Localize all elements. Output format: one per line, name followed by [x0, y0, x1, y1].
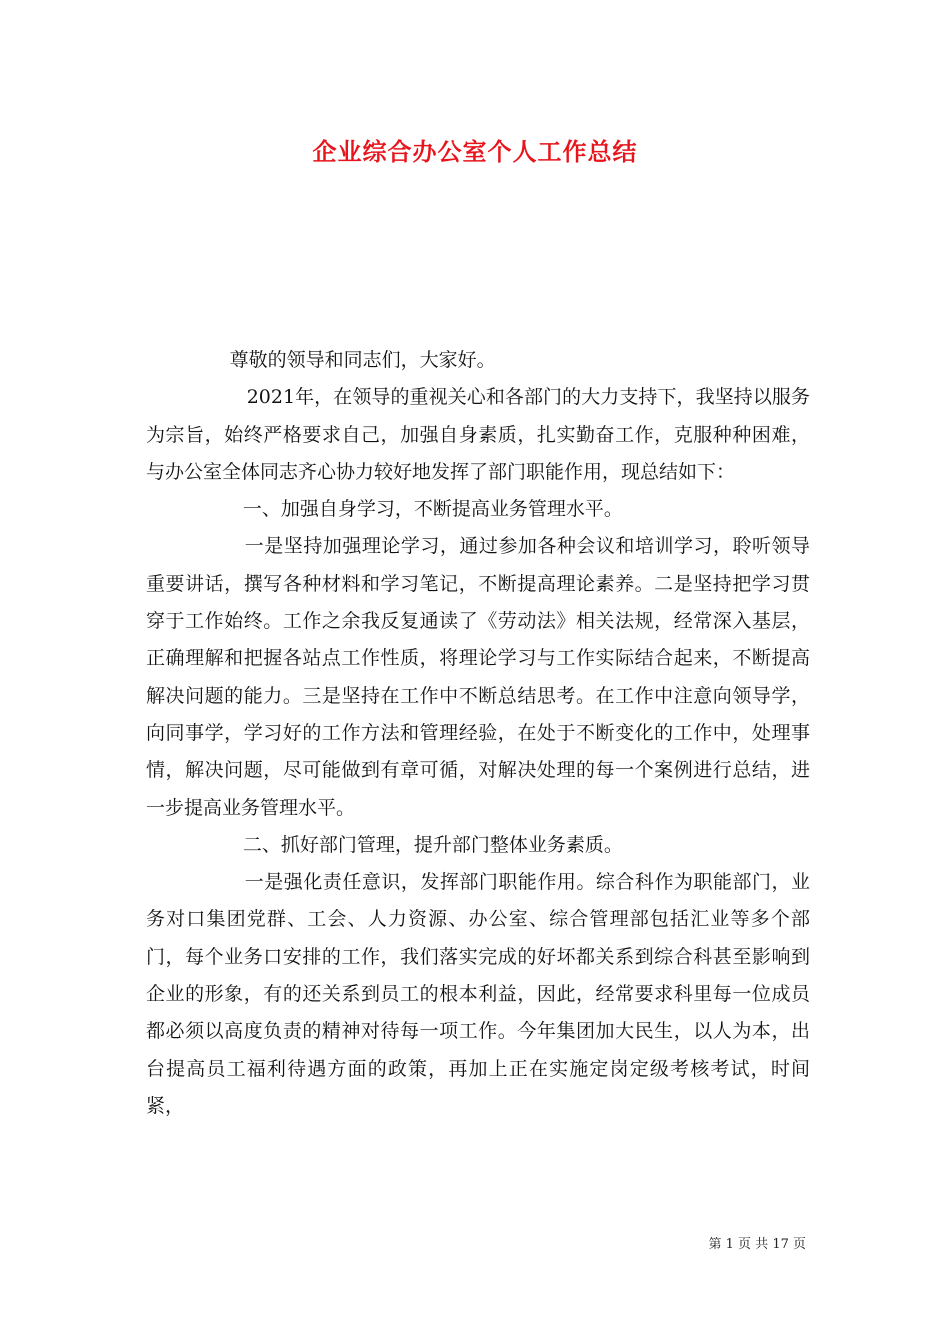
section-2-body: 一是强化责任意识，发挥部门职能作用。综合科作为职能部门，业务对口集团党群、工会、人力资源、办公室、综合管理部包括汇业等多个部门，每个业务口安排的工作，我们落实完成的好坏都关系到综合科甚至影响到企业的形象，有的还关系到员工的根本利益，因此，经常要求科里每一位成员都必须以高度负责的精神对待每一项工作。今年集团加大民生，以人为本，出台提高员工福利待遇方面的政策，再加上正在实施定岗定级考核考试，时间紧，	[146, 871, 810, 1117]
section-1-heading: 一、加强自身学习，不断提高业务管理水平。	[242, 498, 623, 521]
document-body	[146, 342, 810, 1125]
document-title: 企业综合办公室个人工作总结	[312, 137, 638, 166]
greeting-paragraph: 尊敬的领导和同志们，大家好。	[229, 349, 496, 371]
page-number-footer: 第 1 页 共 17 页	[708, 1237, 806, 1252]
section-1-body: 一是坚持加强理论学习，通过参加各种会议和培训学习，聆听领导重要讲话，撰写各种材料和学习笔记，不断提高理论素养。二是坚持把学习贯穿于工作始终。工作之余我反复通读了《劳动法》相关法规，经常深入基层，正确理解和把握各站点工作性质，将理论学习与工作实际结合起来，不断提高解决问题的能力。三是坚持在工作中不断总结思考。在工作中注意向领导学，向同事学，学习好的工作方法和管理经验，在处于不断变化的工作中，处理事情，解决问题，尽可能做到有章可循，对解决处理的每一个案例进行总结，进一步提高业务管理水平。	[146, 535, 810, 819]
section-2-heading: 二、抓好部门管理，提升部门整体业务素质。	[242, 833, 623, 856]
intro-paragraph: 2021年，在领导的重视关心和各部门的大力支持下，我坚持以服务为宗旨，始终严格要求自己，加强自身素质，扎实勤奋工作，克服种种困难，与办公室全体同志齐心协力较好地发挥了部门职能作用，现总结如下：	[146, 386, 810, 483]
